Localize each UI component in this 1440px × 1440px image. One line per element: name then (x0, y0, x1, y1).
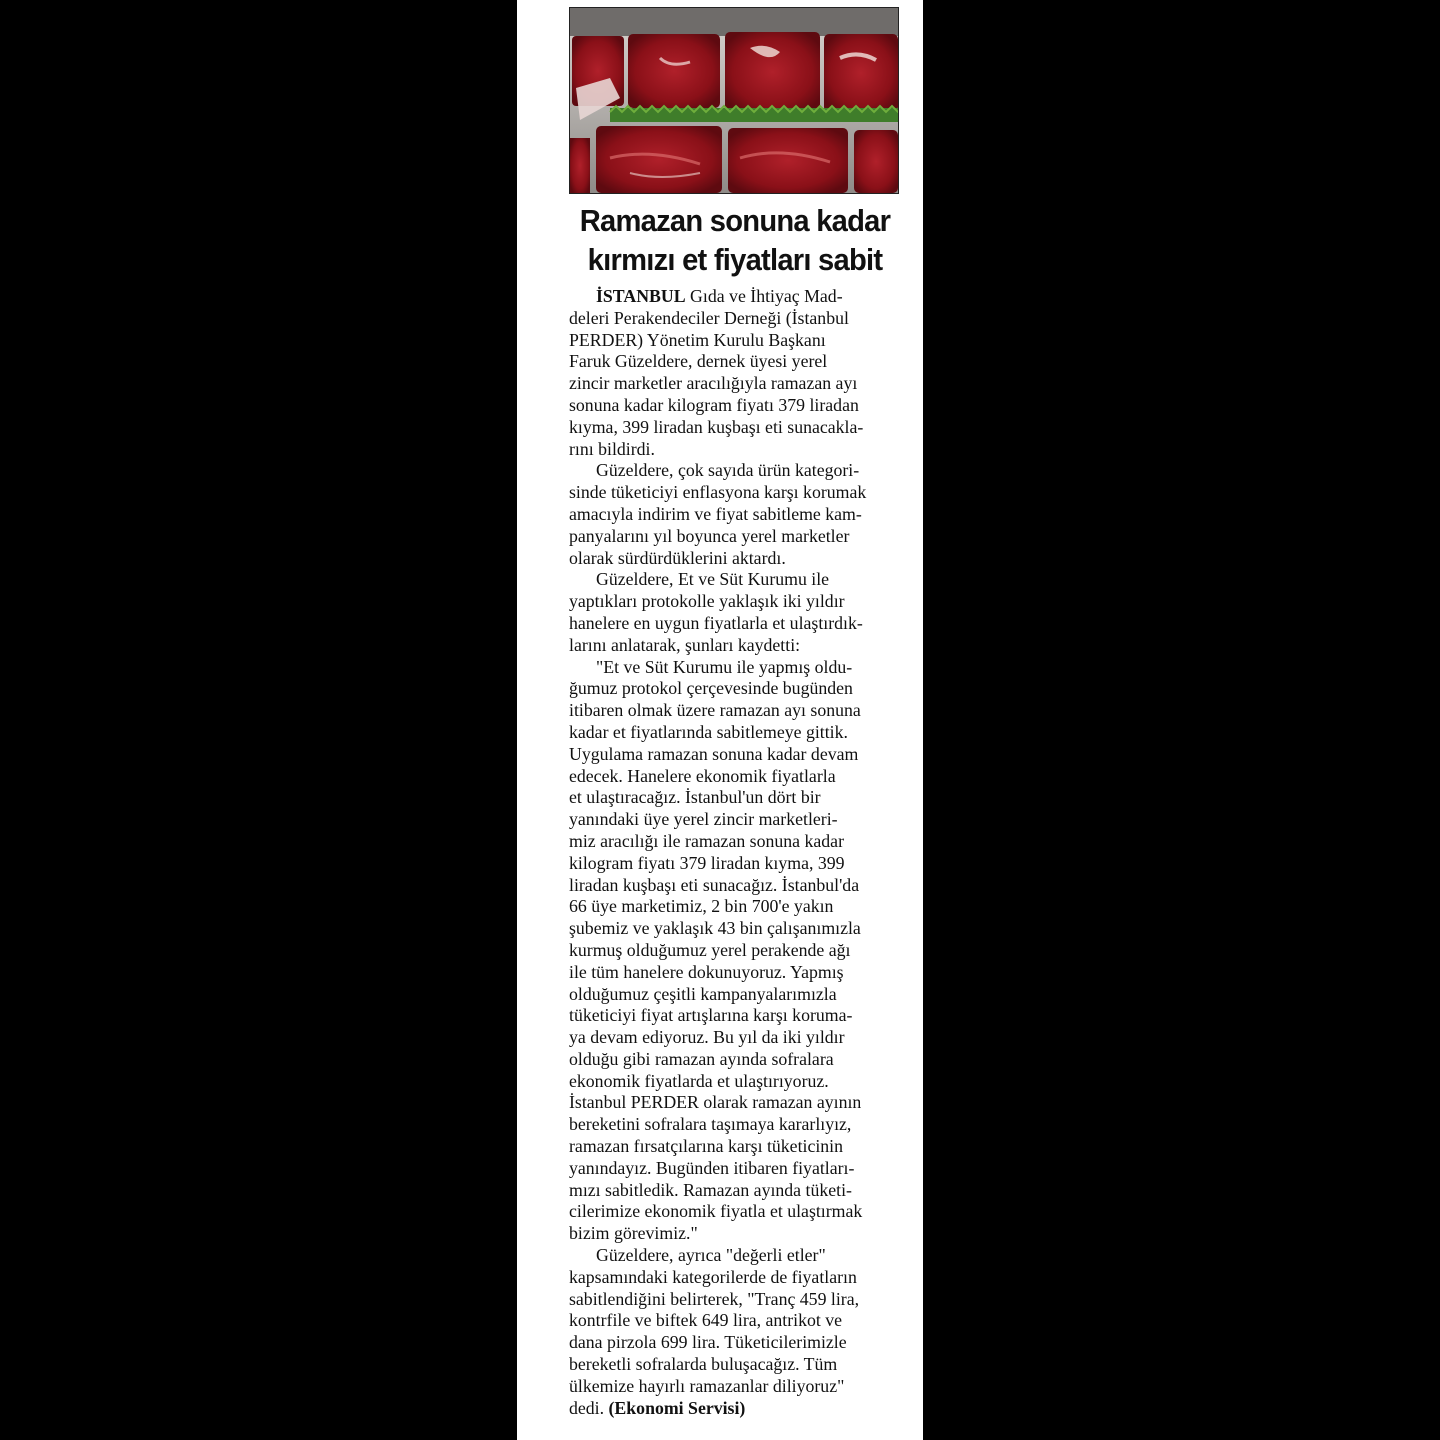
article-line (569, 1005, 899, 1027)
article-line (569, 853, 899, 875)
article-line-text: bizim görevimiz." (569, 1223, 698, 1244)
article-line-text: itibaren olmak üzere ramazan ayı sonuna (569, 700, 861, 721)
article-line-text: PERDER) Yönetim Kurulu Başkanı (569, 329, 826, 350)
article-line-text: Güzeldere, ayrıca "değerli etler" (596, 1245, 826, 1266)
article-line (569, 548, 899, 570)
article-line (569, 569, 899, 591)
article-line-text: dedi. (569, 1397, 605, 1418)
article-line-text: ramazan fırsatçılarına karşı tüketicinin (569, 1136, 844, 1157)
article-line-text: olduğumuz çeşitli kampanyalarımızla (569, 983, 837, 1004)
article-line (569, 831, 899, 853)
article-line (569, 1289, 899, 1311)
article-line (569, 1310, 899, 1332)
article-line-text: yaptıkları protokolle yaklaşık iki yıldır (569, 591, 845, 612)
article-line-text: "Et ve Süt Kurumu ile yapmış oldu- (596, 656, 853, 677)
article-line (569, 417, 899, 439)
article-line (569, 678, 899, 700)
byline: (Ekonomi Servisi) (608, 1397, 746, 1418)
article-line-text: amacıyla indirim ve fiyat sabitleme kam- (569, 503, 862, 524)
article-line-text: larını anlatarak, şunları kaydetti: (569, 634, 801, 655)
article-line-text: ğumuz protokol çerçevesinde bugünden (569, 678, 853, 699)
article-line-text: panyalarını yıl boyunca yerel marketler (569, 525, 850, 546)
article-line (569, 1267, 899, 1289)
article-line (569, 613, 899, 635)
article-line-text: rını bildirdi. (569, 438, 655, 459)
article-line (569, 1027, 899, 1049)
article-line-text: et ulaştıracağız. İstanbul'un dört bir (569, 787, 821, 808)
article-line-text: şubemiz ve yaklaşık 43 bin çalışanımızla (569, 918, 861, 939)
article-line (569, 918, 899, 940)
article-line (569, 766, 899, 788)
article-line-text: ya devam ediyoruz. Bu yıl da iki yıldır (569, 1027, 845, 1048)
article-line-text: dana pirzola 699 lira. Tüketicilerimizle (569, 1332, 847, 1353)
article-body (569, 286, 899, 1419)
article-line (569, 1376, 899, 1398)
article-line-text: zincir marketler aracılığıyla ramazan ayı (569, 373, 858, 394)
article-line (569, 875, 899, 897)
article-line (569, 591, 899, 613)
article-line (569, 744, 899, 766)
article-line (569, 984, 899, 1006)
newspaper-clipping (517, 0, 923, 1440)
article-line-text: sonuna kadar kilogram fiyatı 379 liradan (569, 394, 859, 415)
article-line-text: kıyma, 399 liradan kuşbaşı eti sunacakla- (569, 416, 864, 437)
article-line-text: yanındaki üye yerel zincir marketleri- (569, 809, 838, 830)
article-line (569, 526, 899, 548)
article-line-text: kapsamındaki kategorilerde de fiyatların (569, 1266, 857, 1287)
article-line (569, 351, 899, 373)
article-line-text: ekonomik fiyatlarda et ulaştırıyoruz. (569, 1070, 829, 1091)
article-line-text: Faruk Güzeldere, dernek üyesi yerel (569, 351, 828, 372)
article-line (569, 896, 899, 918)
article-line-text: hanelere en uygun fiyatlarla et ulaştırdık- (569, 612, 863, 633)
article-line (569, 1223, 899, 1245)
article-line (569, 657, 899, 679)
article-line-text: olarak sürdürdüklerini aktardı. (569, 547, 786, 568)
article-line-text: bereketli sofralarda buluşacağız. Tüm (569, 1354, 838, 1375)
article-line (569, 460, 899, 482)
article-line (569, 395, 899, 417)
article-line-text: deleri Perakendeciler Derneği (İstanbul (569, 307, 849, 328)
meat-display-photo (569, 7, 899, 194)
headline-line-1: Ramazan sonuna kadar (579, 203, 891, 238)
article-line-text: mızı sabitledik. Ramazan ayında tüketi- (569, 1179, 852, 1200)
article-line-text: olduğu gibi ramazan ayında sofralara (569, 1048, 834, 1069)
article-line-text: Gıda ve İhtiyaç Mad- (690, 286, 843, 306)
article-line-text: tüketiciyi fiyat artışlarına karşı koruma- (569, 1005, 853, 1026)
article-line (569, 722, 899, 744)
article-line (569, 308, 899, 330)
article-line (569, 1398, 899, 1420)
article-line (569, 439, 899, 461)
article-line-text: ile tüm hanelere dokunuyoruz. Yapmış (569, 961, 844, 982)
meat-photo-illustration (570, 8, 898, 193)
article-line-text: İstanbul PERDER olarak ramazan ayının (569, 1092, 862, 1113)
article-line (569, 1354, 899, 1376)
article-line (569, 962, 899, 984)
article-line (569, 1071, 899, 1093)
article-line-text: kadar et fiyatlarında sabitlemeye gittik. (569, 721, 848, 742)
article-line (569, 1332, 899, 1354)
article-line (569, 482, 899, 504)
article-line (569, 1049, 899, 1071)
dateline: İSTANBUL (596, 286, 686, 306)
article-line-text: liradan kuşbaşı eti sunacağız. İstanbul'da (569, 874, 860, 895)
headline (568, 201, 903, 279)
article-line-text: yanındayız. Bugünden itibaren fiyatları- (569, 1157, 855, 1178)
article-line-text: miz aracılığı ile ramazan sonuna kadar (569, 830, 844, 851)
article-line (569, 1136, 899, 1158)
article-line (569, 1180, 899, 1202)
article-line-text: kilogram fiyatı 379 liradan kıyma, 399 (569, 852, 845, 873)
article-line-text: Uygulama ramazan sonuna kadar devam (569, 743, 859, 764)
article-line (569, 1158, 899, 1180)
article-line-text: Güzeldere, çok sayıda ürün kategori- (596, 460, 860, 481)
article-line (569, 1114, 899, 1136)
article-line-text: sinde tüketiciyi enflasyona karşı korumak (569, 482, 867, 503)
article-line (569, 504, 899, 526)
article-line (569, 940, 899, 962)
article-line-text: edecek. Hanelere ekonomik fiyatlarla (569, 765, 836, 786)
article-line (569, 1245, 899, 1267)
article-line (569, 373, 899, 395)
article-line (569, 809, 899, 831)
article-line-text: 66 üye marketimiz, 2 bin 700'e yakın (569, 896, 834, 917)
article-line-text: cilerimize ekonomik fiyatla et ulaştırmak (569, 1201, 863, 1222)
article-line (569, 1092, 899, 1114)
article-line-text: bereketini sofralara taşımaya kararlıyız, (569, 1114, 852, 1135)
article-line-text: Güzeldere, Et ve Süt Kurumu ile (596, 569, 830, 590)
article-line-text: ülkemize hayırlı ramazanlar diliyoruz" (569, 1375, 845, 1396)
article-line-text: kontrfile ve biftek 649 lira, antrikot ve (569, 1310, 843, 1331)
article-line (569, 635, 899, 657)
article-line (569, 700, 899, 722)
article-line (569, 1201, 899, 1223)
headline-line-2: kırmızı et fiyatları sabit (587, 242, 883, 277)
article-line (569, 286, 899, 308)
article-line-text: kurmuş olduğumuz yerel perakende ağı (569, 939, 851, 960)
article-line (569, 330, 899, 352)
article-line (569, 787, 899, 809)
article-line-text: sabitlendiğini belirterek, "Tranç 459 lira, (569, 1288, 860, 1309)
